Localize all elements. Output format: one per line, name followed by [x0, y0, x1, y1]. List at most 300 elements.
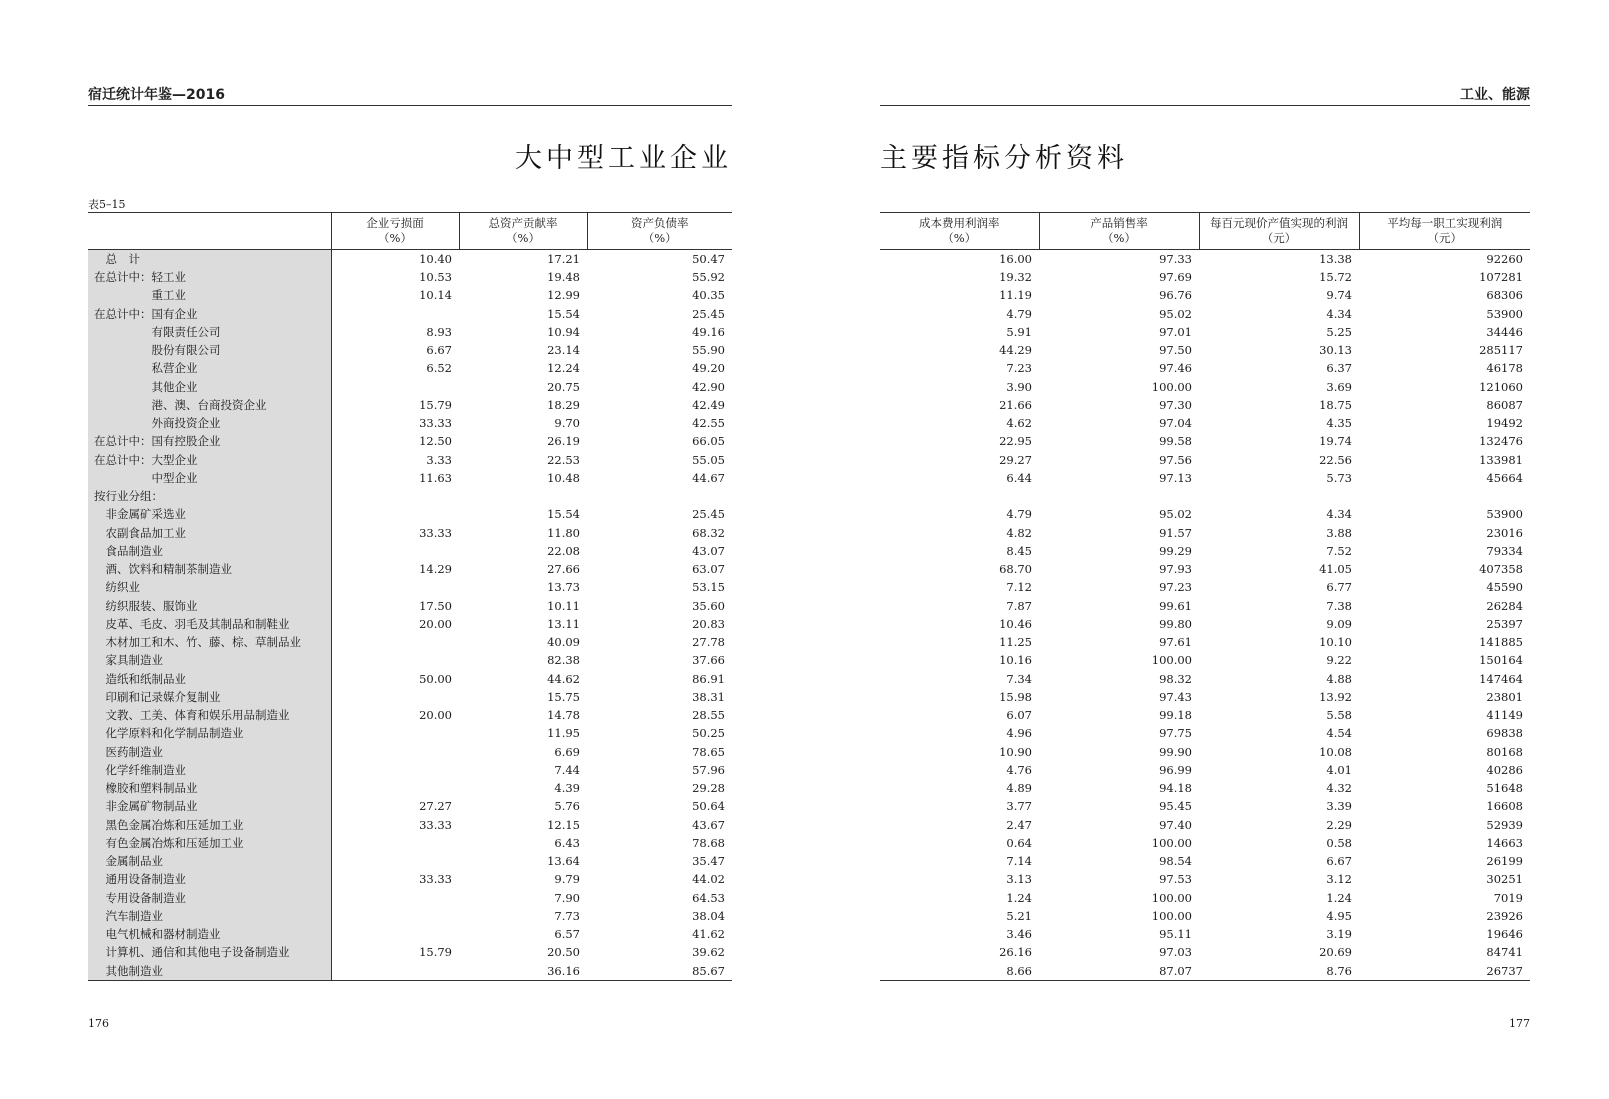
table-cell: 15.79 [331, 943, 459, 961]
table-cell: 45664 [1486, 470, 1523, 485]
table-cell: 11.63 [331, 469, 459, 487]
header-cell [459, 213, 587, 250]
table-cell: 99.80 [1159, 616, 1192, 631]
table-cell: 285117 [1479, 343, 1523, 358]
table-cell [331, 889, 459, 907]
table-cell [331, 378, 459, 396]
table-row [880, 451, 1530, 469]
table-cell: 13.11 [547, 616, 580, 631]
table-cell: 16608 [1486, 799, 1523, 814]
header-label: 企业亏损面 [366, 216, 424, 230]
table-cell: 10.40 [331, 250, 459, 269]
table-cell: 10.11 [547, 598, 580, 613]
table-cell: 4.89 [1006, 781, 1032, 796]
table-row [88, 341, 732, 359]
table-cell: 4.95 [1326, 908, 1352, 923]
table-cell: 4.54 [1326, 726, 1352, 741]
table-cell: 11.80 [547, 525, 580, 540]
table-cell: 97.13 [1159, 470, 1192, 485]
table-cell: 8.93 [331, 323, 459, 341]
header-cell [88, 213, 331, 250]
table-row [88, 670, 732, 688]
table-row [88, 542, 732, 560]
table-cell: 95.11 [1159, 927, 1192, 942]
table-cell: 30251 [1486, 872, 1523, 887]
table-cell: 92260 [1486, 252, 1523, 266]
table-cell: 9.70 [554, 416, 580, 431]
row-label: 食品制造业 [88, 542, 331, 560]
table-row [880, 761, 1530, 779]
row-label: 金属制品业 [88, 852, 331, 870]
table-cell: 0.58 [1326, 835, 1352, 850]
table-header-row [88, 213, 732, 250]
table-cell: 23.14 [547, 343, 580, 358]
table-cell: 11.19 [999, 288, 1032, 303]
table-cell: 55.92 [692, 270, 725, 285]
table-row [88, 816, 732, 834]
table-cell: 13.92 [1319, 689, 1352, 704]
row-label: 中型企业 [88, 469, 331, 487]
table-row [88, 451, 732, 469]
table-row [880, 396, 1530, 414]
row-label: 橡胶和塑料制品业 [88, 779, 331, 797]
table-cell: 10.08 [1319, 744, 1352, 759]
table-cell: 15.54 [547, 507, 580, 522]
row-label: 港、澳、台商投资企业 [88, 396, 331, 414]
table-row [88, 560, 732, 578]
row-label: 农副食品加工业 [88, 524, 331, 542]
table-cell: 15.98 [999, 689, 1032, 704]
table-row [880, 323, 1530, 341]
right-page [804, 0, 1609, 1099]
table-cell: 40.35 [692, 288, 725, 303]
table-header-row [880, 213, 1530, 250]
table-cell: 20.83 [692, 616, 725, 631]
table-cell: 68.70 [999, 562, 1032, 577]
header-unit: （%） [642, 231, 677, 245]
table-row [880, 505, 1530, 523]
table-cell: 6.57 [554, 927, 580, 942]
table-row [88, 797, 732, 815]
table-cell: 79334 [1486, 543, 1523, 558]
table-cell: 64.53 [692, 890, 725, 905]
table-cell: 11.25 [999, 635, 1032, 650]
table-cell [331, 907, 459, 925]
table-cell: 33.33 [331, 414, 459, 432]
table-cell: 0.64 [1006, 835, 1032, 850]
table-cell: 44.67 [692, 470, 725, 485]
row-label: 有限责任公司 [88, 323, 331, 341]
table-cell: 5.91 [1006, 324, 1032, 339]
table-cell: 26.16 [999, 945, 1032, 960]
table-cell: 7.44 [554, 762, 580, 777]
table-cell: 97.46 [1159, 361, 1192, 376]
row-label: 文教、工美、体育和娱乐用品制造业 [88, 706, 331, 724]
row-label: 重工业 [88, 286, 331, 304]
table-row [880, 797, 1530, 815]
table-cell: 53900 [1486, 306, 1523, 321]
table-cell: 66.05 [692, 434, 725, 449]
table-row [880, 816, 1530, 834]
table-cell: 97.75 [1159, 726, 1192, 741]
header-rule-left [88, 105, 732, 106]
data-table-left [88, 212, 732, 981]
table-cell: 97.40 [1159, 817, 1192, 832]
table-cell: 12.24 [547, 361, 580, 376]
table-row [88, 268, 732, 286]
table-cell: 4.32 [1326, 781, 1352, 796]
table-row [88, 396, 732, 414]
row-label: 家具制造业 [88, 651, 331, 669]
row-label: 在总计中：大型企业 [88, 451, 331, 469]
table-cell [1039, 487, 1199, 505]
table-cell: 20.75 [547, 379, 580, 394]
table-cell: 27.27 [331, 797, 459, 815]
table-cell: 1.24 [1006, 890, 1032, 905]
table-cell: 5.76 [554, 799, 580, 814]
table-cell: 50.64 [692, 799, 725, 814]
table-cell: 7.34 [1006, 671, 1032, 686]
row-label: 在总计中：轻工业 [88, 268, 331, 286]
table-cell: 7.90 [554, 890, 580, 905]
table-cell: 3.90 [1006, 379, 1032, 394]
header-cell [1199, 213, 1359, 250]
table-cell: 3.77 [1006, 799, 1032, 814]
table-cell: 95.45 [1159, 799, 1192, 814]
table-cell: 51648 [1486, 781, 1523, 796]
table-cell: 11.95 [547, 726, 580, 741]
table-cell: 97.69 [1159, 270, 1192, 285]
table-cell: 98.32 [1159, 671, 1192, 686]
table-cell: 6.52 [331, 359, 459, 377]
header-unit: （%） [942, 231, 977, 245]
table-cell: 43.67 [692, 817, 725, 832]
table-row [880, 688, 1530, 706]
row-label: 纺织服装、服饰业 [88, 597, 331, 615]
table-cell: 6.67 [331, 341, 459, 359]
table-cell: 82.38 [547, 653, 580, 668]
row-label: 纺织业 [88, 578, 331, 596]
table-cell [1359, 487, 1530, 505]
table-cell: 94.18 [1159, 781, 1192, 796]
table-cell: 22.95 [999, 434, 1032, 449]
table-cell: 27.78 [692, 635, 725, 650]
table-cell: 68.32 [692, 525, 725, 540]
header-label: 总资产贡献率 [488, 216, 558, 230]
title-left: 大中型工业企业 [515, 143, 732, 174]
table-cell: 8.66 [880, 962, 1039, 981]
table-row [880, 651, 1530, 669]
table-row [88, 286, 732, 304]
table-cell: 15.72 [1319, 270, 1352, 285]
table-cell: 42.90 [692, 379, 725, 394]
table-cell: 26.19 [547, 434, 580, 449]
table-cell: 97.03 [1159, 945, 1192, 960]
table-cell: 9.22 [1326, 653, 1352, 668]
header-label: 成本费用利润率 [919, 216, 1000, 230]
table-cell [331, 633, 459, 651]
table-row [880, 378, 1530, 396]
table-cell: 4.34 [1326, 507, 1352, 522]
row-label: 造纸和纸制品业 [88, 670, 331, 688]
table-cell: 5.73 [1326, 470, 1352, 485]
table-cell: 7.73 [554, 908, 580, 923]
table-cell [331, 487, 459, 505]
table-cell: 10.16 [999, 653, 1032, 668]
table-row [88, 943, 732, 961]
table-row [88, 870, 732, 888]
table-cell: 39.62 [692, 945, 725, 960]
table-cell: 99.18 [1159, 708, 1192, 723]
table-cell: 4.96 [1006, 726, 1032, 741]
table-cell: 34446 [1486, 324, 1523, 339]
table-row [880, 670, 1530, 688]
table-cell: 4.79 [1006, 507, 1032, 522]
table-cell: 3.12 [1326, 872, 1352, 887]
table-cell: 19646 [1486, 927, 1523, 942]
table-cell: 7.12 [1006, 580, 1032, 595]
table-row [88, 834, 732, 852]
table-cell: 95.02 [1159, 507, 1192, 522]
table-cell [331, 578, 459, 596]
table-cell: 1.24 [1326, 890, 1352, 905]
row-label: 专用设备制造业 [88, 889, 331, 907]
table-cell [331, 962, 459, 981]
table-cell: 35.47 [692, 854, 725, 869]
table-row [88, 359, 732, 377]
row-label: 木材加工和木、竹、藤、棕、草制品业 [88, 633, 331, 651]
table-cell: 8.45 [1006, 543, 1032, 558]
table-cell: 80168 [1486, 744, 1523, 759]
table-cell [331, 743, 459, 761]
table-cell: 35.60 [692, 598, 725, 613]
table-cell: 97.43 [1159, 689, 1192, 704]
table-right-wrap [880, 212, 1530, 981]
table-cell: 10.90 [999, 744, 1032, 759]
table-cell: 7.87 [1006, 598, 1032, 613]
table-cell: 41.05 [1319, 562, 1352, 577]
table-cell: 9.74 [1326, 288, 1352, 303]
table-cell [880, 487, 1039, 505]
table-cell: 44.62 [547, 671, 580, 686]
table-cell: 55.05 [692, 452, 725, 467]
table-row [88, 323, 732, 341]
table-cell: 7.23 [1006, 361, 1032, 376]
table-row [88, 578, 732, 596]
table-cell: 18.29 [547, 397, 580, 412]
row-label: 通用设备制造业 [88, 870, 331, 888]
table-cell: 85.67 [587, 962, 732, 981]
table-cell: 3.13 [1006, 872, 1032, 887]
header-cell [587, 213, 732, 250]
table-cell [331, 779, 459, 797]
table-row [88, 305, 732, 323]
row-label: 非金属矿物制品业 [88, 797, 331, 815]
header-cell [1359, 213, 1530, 250]
table-cell: 96.76 [1159, 288, 1192, 303]
table-row [88, 743, 732, 761]
table-row [88, 651, 732, 669]
row-label: 酒、饮料和精制茶制造业 [88, 560, 331, 578]
table-cell: 6.77 [1326, 580, 1352, 595]
table-row [88, 487, 732, 505]
table-cell: 26737 [1359, 962, 1530, 981]
table-cell: 97.33 [1159, 252, 1192, 266]
table-row [880, 469, 1530, 487]
table-cell: 29.28 [692, 781, 725, 796]
table-cell: 33.33 [331, 524, 459, 542]
header-cell [880, 213, 1039, 250]
table-body-left [88, 250, 732, 981]
header-rule-right [880, 105, 1530, 106]
table-cell: 25.45 [692, 306, 725, 321]
table-row [88, 250, 732, 269]
table-cell: 18.75 [1319, 397, 1352, 412]
table-cell: 14663 [1486, 835, 1523, 850]
table-cell [331, 651, 459, 669]
table-row [880, 925, 1530, 943]
table-row [88, 852, 732, 870]
table-cell: 99.61 [1159, 598, 1192, 613]
table-body-right [880, 250, 1530, 981]
table-cell: 97.30 [1159, 397, 1192, 412]
table-cell: 4.34 [1326, 306, 1352, 321]
table-cell: 45590 [1486, 580, 1523, 595]
table-cell: 43.07 [692, 543, 725, 558]
table-row [880, 779, 1530, 797]
table-row [88, 889, 732, 907]
table-cell: 40286 [1486, 762, 1523, 777]
left-page [0, 0, 804, 1099]
table-cell: 100.00 [1151, 835, 1192, 850]
table-cell: 22.53 [547, 452, 580, 467]
table-cell: 22.08 [547, 543, 580, 558]
table-cell: 3.33 [331, 451, 459, 469]
row-label: 黑色金属冶炼和压延加工业 [88, 816, 331, 834]
row-label: 按行业分组： [88, 487, 331, 505]
running-head-right: 工业、能源 [1460, 87, 1530, 103]
table-cell: 100.00 [1151, 379, 1192, 394]
row-label: 股份有限公司 [88, 341, 331, 359]
table-cell: 20.69 [1319, 945, 1352, 960]
table-row [88, 761, 732, 779]
table-cell: 50.47 [692, 252, 725, 266]
table-cell: 68306 [1486, 288, 1523, 303]
table-cell: 42.49 [692, 397, 725, 412]
table-row [880, 250, 1530, 269]
header-unit: （%） [378, 231, 412, 245]
table-cell: 8.76 [1199, 962, 1359, 981]
table-cell [331, 852, 459, 870]
table-row [880, 889, 1530, 907]
table-cell: 97.23 [1159, 580, 1192, 595]
table-cell: 78.65 [692, 744, 725, 759]
table-row [88, 378, 732, 396]
table-number: 表5–15 [88, 198, 126, 211]
table-row [88, 925, 732, 943]
table-row [880, 359, 1530, 377]
table-cell: 100.00 [1151, 908, 1192, 923]
table-row [88, 688, 732, 706]
table-row [880, 962, 1530, 981]
table-cell: 15.54 [547, 306, 580, 321]
row-label: 计算机、通信和其他电子设备制造业 [88, 943, 331, 961]
table-cell: 22.56 [1319, 452, 1352, 467]
table-cell: 7.38 [1326, 598, 1352, 613]
table-row [88, 505, 732, 523]
table-cell: 100.00 [1151, 653, 1192, 668]
table-cell: 14.78 [547, 708, 580, 723]
table-cell [331, 724, 459, 742]
table-cell: 23926 [1486, 908, 1523, 923]
table-row [880, 724, 1530, 742]
table-row [88, 706, 732, 724]
table-cell: 50.25 [692, 726, 725, 741]
table-row [880, 706, 1530, 724]
table-cell: 3.39 [1326, 799, 1352, 814]
row-label: 总 计 [88, 250, 331, 269]
table-cell: 42.55 [692, 416, 725, 431]
table-cell: 26199 [1486, 854, 1523, 869]
header-unit: （%） [506, 231, 540, 245]
row-label: 其他制造业 [88, 962, 331, 981]
table-cell: 3.19 [1326, 927, 1352, 942]
table-cell: 86087 [1486, 397, 1523, 412]
table-cell: 3.46 [1006, 927, 1032, 942]
table-row [880, 341, 1530, 359]
table-cell: 5.21 [1006, 908, 1032, 923]
row-label: 电气机械和器材制造业 [88, 925, 331, 943]
table-row [88, 615, 732, 633]
table-cell: 37.66 [692, 653, 725, 668]
table-cell: 12.15 [547, 817, 580, 832]
table-row [880, 943, 1530, 961]
table-cell: 23801 [1486, 689, 1523, 704]
table-cell: 407358 [1479, 562, 1523, 577]
table-row [880, 852, 1530, 870]
table-cell: 97.50 [1159, 343, 1192, 358]
table-cell: 78.68 [692, 835, 725, 850]
table-cell: 20.50 [547, 945, 580, 960]
table-cell: 44.29 [999, 343, 1032, 358]
table-cell [459, 487, 587, 505]
header-label: 平均每一职工实现利润 [1387, 216, 1503, 230]
table-cell: 20.00 [331, 615, 459, 633]
row-label: 外商投资企业 [88, 414, 331, 432]
table-cell: 15.79 [331, 396, 459, 414]
header-cell [331, 213, 459, 250]
table-cell: 10.10 [1319, 635, 1352, 650]
table-cell: 44.02 [692, 872, 725, 887]
table-cell: 7019 [1493, 890, 1523, 905]
row-label: 医药制造业 [88, 743, 331, 761]
table-cell: 97.53 [1159, 872, 1192, 887]
table-row [880, 414, 1530, 432]
table-cell: 25.45 [692, 507, 725, 522]
table-cell: 57.96 [692, 762, 725, 777]
table-cell: 3.69 [1326, 379, 1352, 394]
table-row [880, 305, 1530, 323]
row-label: 在总计中：国有控股企业 [88, 432, 331, 450]
table-cell: 4.76 [1006, 762, 1032, 777]
table-cell: 4.35 [1326, 416, 1352, 431]
table-cell: 13.73 [547, 580, 580, 595]
table-cell: 87.07 [1039, 962, 1199, 981]
page-number-right: 177 [1509, 1017, 1530, 1030]
table-cell [331, 834, 459, 852]
table-cell: 84741 [1486, 945, 1523, 960]
table-row [880, 743, 1530, 761]
